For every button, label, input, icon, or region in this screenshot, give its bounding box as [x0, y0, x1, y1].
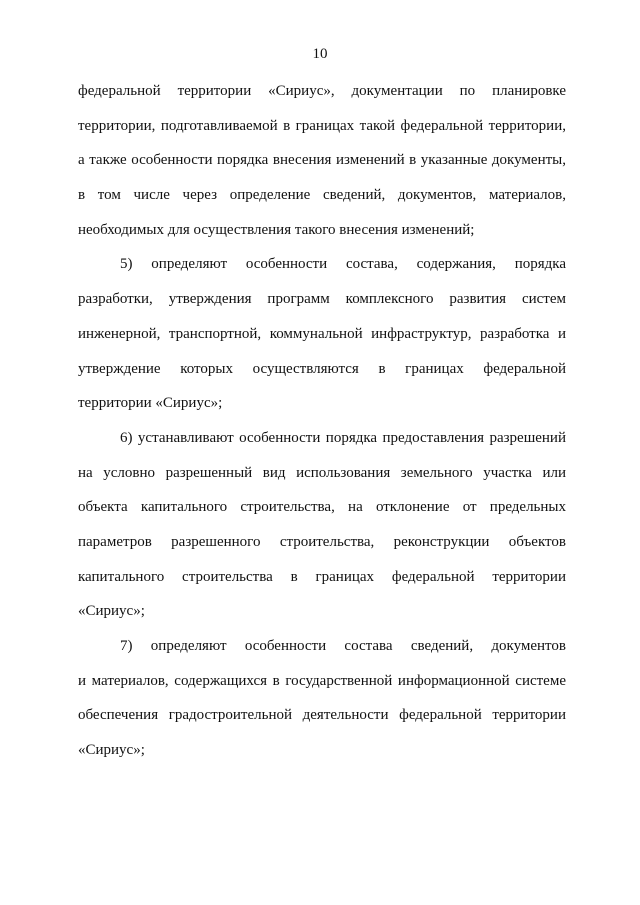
text-line: 6) устанавливают особенности порядка предоставления разрешений [120, 429, 566, 446]
paragraph-continuation [78, 81, 566, 254]
document-body [78, 81, 566, 775]
text-line: объекта капитального строительства, на отклонение от предельных [78, 499, 566, 516]
list-item-6 [78, 428, 566, 636]
list-item-5 [78, 254, 566, 427]
text-line: и материалов, содержащихся в государственной информационной системе [78, 672, 566, 689]
text-line: «Сириус»; [78, 742, 145, 759]
text-line: федеральной территории «Сириус», документации по планировке [78, 83, 566, 99]
text-line: параметров разрешенного строительства, реконструкции объектов [78, 533, 566, 550]
text-line: 5) определяют особенности состава, содержания, порядка [120, 256, 566, 273]
text-line: капитального строительства в границах федеральной территории [78, 568, 566, 585]
text-line: на условно разрешенный вид использования земельного участка или [78, 464, 566, 481]
list-item-7 [78, 636, 566, 775]
text-line: а также особенности порядка внесения изменений в указанные документы, [78, 152, 566, 169]
text-line: 7) определяют особенности состава сведений, документов [120, 638, 566, 654]
text-line: обеспечения градостроительной деятельности федеральной территории [78, 707, 566, 724]
text-line: территории, подготавливаемой в границах такой федеральной территории, [78, 117, 566, 134]
text-line: утверждение которых осуществляются в границах федеральной [78, 360, 566, 377]
text-line: необходимых для осуществления такого внесения изменений; [78, 221, 475, 238]
text-line: разработки, утверждения программ комплексного развития систем [78, 291, 566, 308]
text-line: территории «Сириус»; [78, 395, 223, 412]
text-line: «Сириус»; [78, 603, 145, 620]
text-line: инженерной, транспортной, коммунальной инфраструктур, разработка и [78, 325, 566, 342]
text-line: в том числе через определение сведений, документов, материалов, [78, 187, 566, 204]
page-number: 10 [312, 46, 328, 62]
